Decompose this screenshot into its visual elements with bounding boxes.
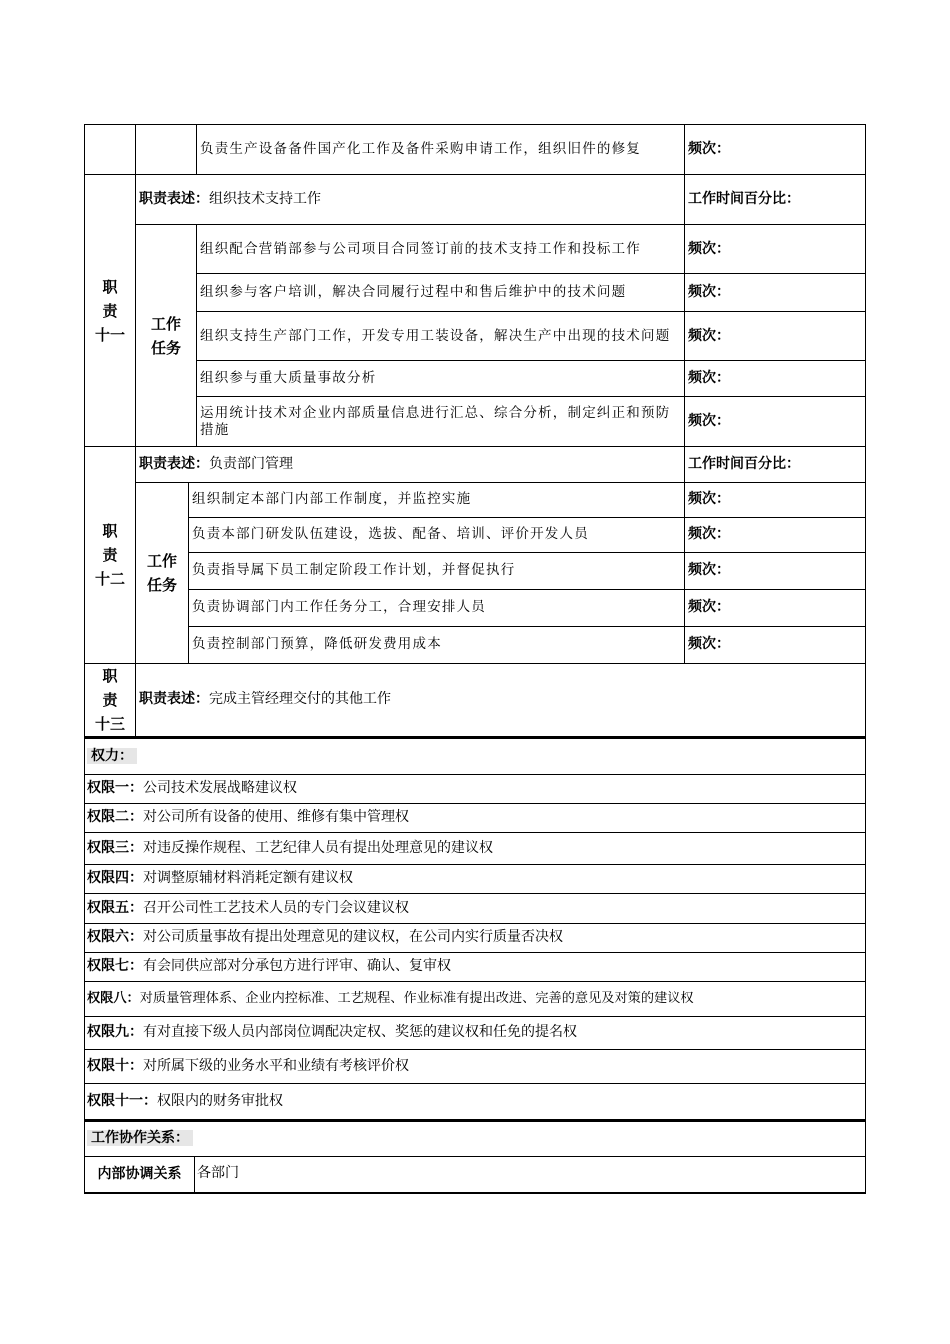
authority-header-row — [85, 738, 866, 774]
time-percent-label: 工作时间百分比： — [685, 447, 866, 482]
duty12-statement-row — [85, 447, 866, 482]
authority-row — [85, 1083, 866, 1119]
duty12-task-row — [85, 626, 866, 663]
cooperation-header-row — [85, 1121, 866, 1157]
frequency-label: 频次： — [685, 361, 866, 397]
task-text: 组织制定本部门内部工作制度，并监控实施 — [189, 482, 685, 517]
authority-item: 权限十：对所属下级的业务水平和业绩有考核评价权 — [85, 1049, 866, 1083]
empty-cell — [136, 125, 197, 175]
task-text: 组织支持生产部门工作，开发专用工装设备，解决生产中出现的技术问题 — [197, 312, 685, 361]
duty12-task-row — [85, 589, 866, 626]
frequency-label: 频次： — [685, 397, 866, 447]
duty11-statement-row — [85, 175, 866, 225]
task-text: 负责生产设备备件国产化工作及备件采购申请工作，组织旧件的修复 — [197, 125, 685, 175]
authority-row — [85, 774, 866, 803]
duty11-task-row — [85, 312, 866, 361]
duty11-label: 职 责 十一 — [85, 175, 136, 447]
authority-header: 权力： — [85, 738, 866, 774]
work-task-label: 工作 任务 — [136, 482, 189, 663]
empty-cell — [85, 125, 136, 175]
cooperation-header: 工作协作关系： — [85, 1121, 866, 1157]
authority-item: 权限一：公司技术发展战略建议权 — [85, 774, 866, 803]
authority-row — [85, 864, 866, 893]
authority-row — [85, 952, 866, 981]
task-text: 负责协调部门内工作任务分工，合理安排人员 — [189, 589, 685, 626]
duty13-label: 职 责 十三 — [85, 664, 136, 737]
duty13-table — [84, 664, 866, 738]
authority-row — [85, 832, 866, 864]
work-task-label: 工作 任务 — [136, 225, 197, 447]
frequency-label: 频次： — [685, 312, 866, 361]
authority-item: 权限九：有对直接下级人员内部岗位调配决定权、奖惩的建议权和任免的提名权 — [85, 1016, 866, 1049]
internal-coordination-row — [85, 1157, 866, 1193]
internal-coordination-value: 各部门 — [195, 1157, 866, 1193]
authority-item: 权限六：对公司质量事故有提出处理意见的建议权，在公司内实行质量否决权 — [85, 923, 866, 952]
authority-table — [84, 737, 866, 1120]
duty11-task-row — [85, 397, 866, 447]
authority-item: 权限三：对违反操作规程、工艺纪律人员有提出处理意见的建议权 — [85, 832, 866, 864]
authority-row — [85, 1049, 866, 1083]
task-text: 负责指导属下员工制定阶段工作计划，并督促执行 — [189, 552, 685, 589]
duty11-statement: 职责表述：组织技术支持工作 — [136, 175, 685, 225]
task-text: 组织参与重大质量事故分析 — [197, 361, 685, 397]
authority-item: 权限五：召开公司性工艺技术人员的专门会议建议权 — [85, 893, 866, 923]
authority-row — [85, 1016, 866, 1049]
duty11-task-row — [85, 361, 866, 397]
duty12-task-row — [85, 482, 866, 517]
job-description-page — [84, 124, 865, 1194]
frequency-label: 频次： — [685, 552, 866, 589]
authority-row — [85, 923, 866, 952]
duty12-statement: 职责表述：负责部门管理 — [136, 447, 685, 482]
carryover-task-row — [85, 125, 866, 175]
duty11-task-row — [85, 225, 866, 274]
authority-item: 权限二：对公司所有设备的使用、维修有集中管理权 — [85, 803, 866, 832]
duties-table — [84, 124, 866, 447]
task-text: 负责本部门研发队伍建设，选拔、配备、培训、评价开发人员 — [189, 517, 685, 552]
time-percent-label: 工作时间百分比： — [685, 175, 866, 225]
task-text: 运用统计技术对企业内部质量信息进行汇总、综合分析，制定纠正和预防措施 — [197, 397, 685, 447]
authority-row — [85, 981, 866, 1016]
duty13-statement-row — [85, 664, 866, 737]
duty11-task-row — [85, 274, 866, 312]
frequency-label: 频次： — [685, 274, 866, 312]
task-text: 组织参与客户培训，解决合同履行过程中和售后维护中的技术问题 — [197, 274, 685, 312]
frequency-label: 频次： — [685, 225, 866, 274]
internal-coordination-label: 内部协调关系 — [85, 1157, 195, 1193]
duty12-task-row — [85, 517, 866, 552]
authority-row — [85, 803, 866, 832]
frequency-label: 频次： — [685, 482, 866, 517]
frequency-label: 频次： — [685, 589, 866, 626]
duty13-statement: 职责表述：完成主管经理交付的其他工作 — [136, 664, 866, 737]
task-text: 负责控制部门预算，降低研发费用成本 — [189, 626, 685, 663]
authority-item: 权限十一：权限内的财务审批权 — [85, 1083, 866, 1119]
cooperation-table — [84, 1120, 866, 1194]
frequency-label: 频次： — [685, 626, 866, 663]
task-text: 组织配合营销部参与公司项目合同签订前的技术支持工作和投标工作 — [197, 225, 685, 274]
authority-row — [85, 893, 866, 923]
duty12-table — [84, 447, 866, 664]
frequency-label: 频次： — [685, 517, 866, 552]
authority-item: 权限四：对调整原辅材料消耗定额有建议权 — [85, 864, 866, 893]
authority-item: 权限七：有会同供应部对分承包方进行评审、确认、复审权 — [85, 952, 866, 981]
frequency-label: 频次： — [685, 125, 866, 175]
duty12-label: 职 责 十二 — [85, 447, 136, 663]
authority-item: 权限八：对质量管理体系、企业内控标准、工艺规程、作业标准有提出改进、完善的意见及对策的建议权 — [85, 981, 866, 1016]
duty12-task-row — [85, 552, 866, 589]
